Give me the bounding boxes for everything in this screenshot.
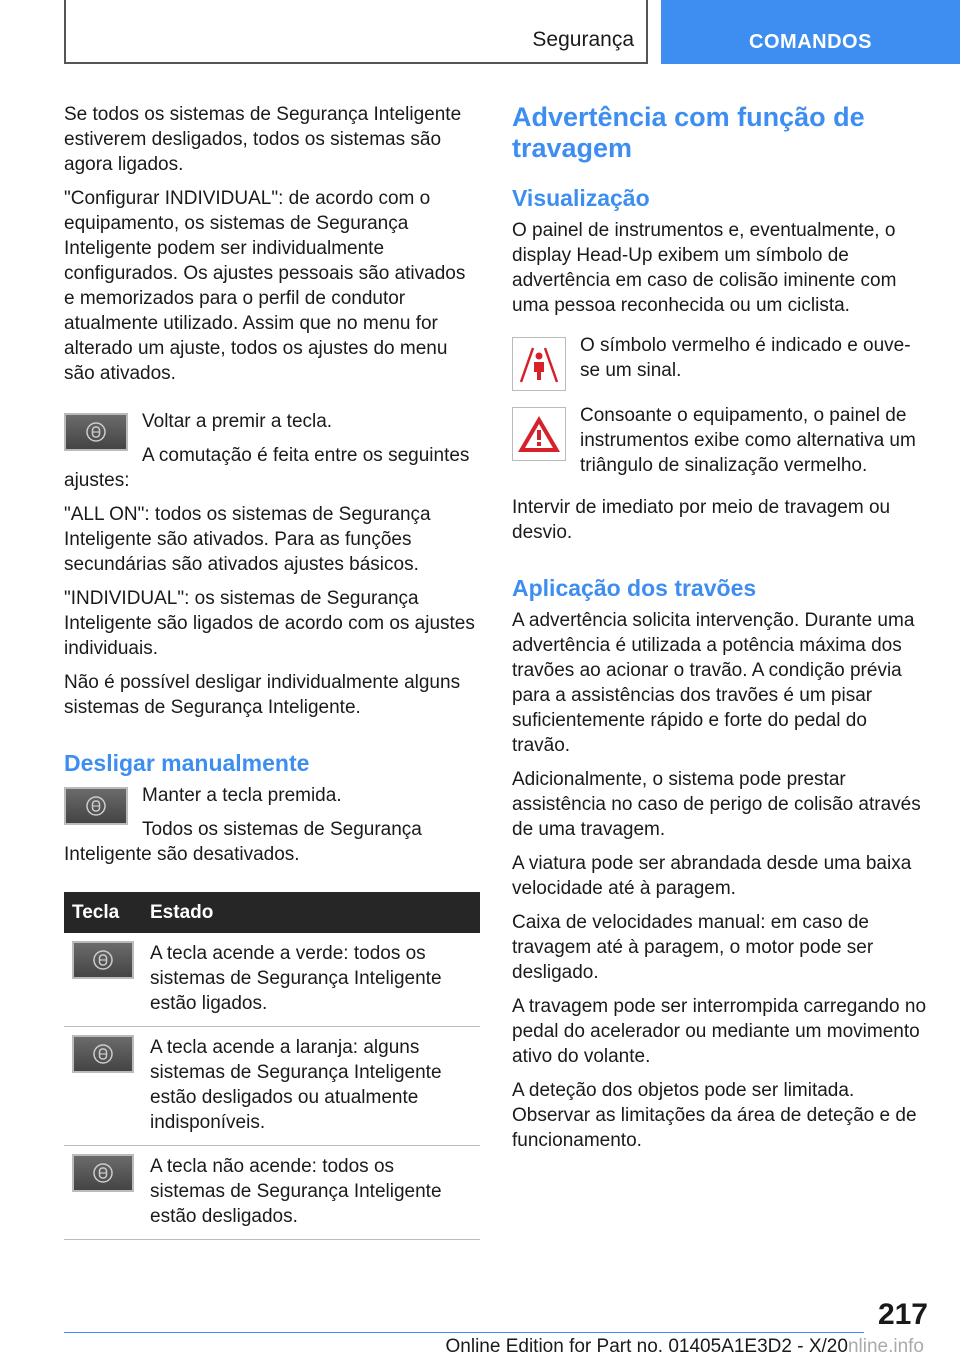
key-state-table [64, 892, 480, 1240]
key2-instruction: Manter a tecla premida. [142, 785, 342, 806]
footer-edition-text: Online Edition for Part no. 01405A1E3D2 - X/20 [445, 1336, 848, 1357]
right-paragraph-6: Caixa de velocidades manual: em caso de travagem até à paragem, o motor pode ser desligado. [512, 912, 874, 983]
key1-description: A comutação é feita entre os seguintes ajustes: [64, 445, 470, 491]
left-paragraph-2: "Configurar INDIVIDUAL": de acordo com o equipamento, os sistemas de Segurança Inteligente podem ser individualmente configurados. Os ajustes pessoais são ativados e memorizados para o perfil de condutor atualmente utilizado. Assim que no menu for alterado um ajuste, todos os ajustes do menu são ativados. [64, 188, 466, 384]
footer-divider [64, 1332, 864, 1333]
left-paragraph-3: "ALL ON": todos os sistemas de Segurança Inteligente são ativados. Para as funções secundárias são ativados ajustes básicos. [64, 504, 431, 575]
heading-brake-application: Aplicação dos travões [512, 575, 757, 601]
footer-edition [446, 1336, 924, 1358]
safety-key-icon [72, 941, 134, 979]
right-column [512, 102, 928, 1162]
warning-triangle-icon [512, 407, 566, 461]
pedestrian-warning-icon [512, 337, 566, 391]
table-row [64, 1027, 480, 1146]
right-paragraph-8: A deteção dos objetos pode ser limitada. Observar as limitações da área de deteção e de funcionamento. [512, 1080, 917, 1151]
right-paragraph-7: A travagem pode ser interrompida carregando no pedal do acelerador ou mediante um movimento ativo do volante. [512, 996, 927, 1067]
right-paragraph-4: Adicionalmente, o sistema pode prestar assistência no caso de perigo de colisão através de uma travagem. [512, 769, 921, 840]
symbol1-description: O símbolo vermelho é indicado e ouve-se um sinal. [580, 335, 911, 381]
right-paragraph-3: A advertência solicita intervenção. Durante uma advertência é utilizada a potência máxima dos travões ao acionar o travão. A condição prévia para a assistências dos travões é um pisar suficientemente rápido e forte do pedal do travão. [512, 610, 915, 756]
header-section-title: Segurança [532, 28, 634, 51]
table-row [64, 1146, 480, 1240]
symbol2-description: Consoante o equipamento, o painel de instrumentos exibe como alternativa um triângulo de sinalização vermelho. [580, 405, 916, 476]
left-paragraph-4: "INDIVIDUAL": os sistemas de Segurança Inteligente são ligados de acordo com os ajustes individuais. [64, 588, 475, 659]
left-column [64, 102, 480, 1240]
header-section-box [64, 0, 648, 64]
safety-key-icon [64, 413, 128, 451]
table-header-key: Tecla [64, 892, 142, 933]
header-chapter-title: COMANDOS [749, 31, 872, 53]
left-paragraph-1: Se todos os sistemas de Segurança Inteligente estiverem desligados, todos os sistemas são agora ligados. [64, 104, 462, 175]
table-cell-state: A tecla acende a laranja: alguns sistemas de Segurança Inteligente estão desligados ou atualmente indisponíveis. [142, 1027, 480, 1146]
footer-watermark: nline.info [847, 1336, 924, 1357]
right-paragraph-5: A viatura pode ser abrandada desde uma baixa velocidade até à paragem. [512, 853, 912, 899]
safety-key-icon [64, 787, 128, 825]
table-cell-state: A tecla acende a verde: todos os sistemas de Segurança Inteligente estão ligados. [142, 933, 480, 1027]
left-paragraph-5: Não é possível desligar individualmente alguns sistemas de Segurança Inteligente. [64, 672, 461, 718]
header-chapter-tab [661, 0, 960, 64]
heading-display: Visualização [512, 185, 650, 211]
key2-description: Todos os sistemas de Segurança Inteligente são desativados. [64, 819, 422, 865]
right-paragraph-1: O painel de instrumentos e, eventualmente, o display Head-Up exibem um símbolo de advertência em caso de colisão iminente com uma pessoa reconhecida ou um ciclista. [512, 220, 897, 316]
table-header-state: Estado [142, 892, 480, 933]
heading-brake-warning: Advertência com função de travagem [512, 102, 865, 163]
right-paragraph-2: Intervir de imediato por meio de travagem ou desvio. [512, 497, 891, 543]
heading-manual-off: Desligar manualmente [64, 750, 310, 776]
safety-key-icon [72, 1035, 134, 1073]
table-cell-state: A tecla não acende: todos os sistemas de Segurança Inteligente estão desligados. [142, 1146, 480, 1240]
safety-key-icon [72, 1154, 134, 1192]
page-number: 217 [877, 1298, 928, 1331]
table-row [64, 933, 480, 1027]
key1-instruction: Voltar a premir a tecla. [142, 411, 333, 432]
